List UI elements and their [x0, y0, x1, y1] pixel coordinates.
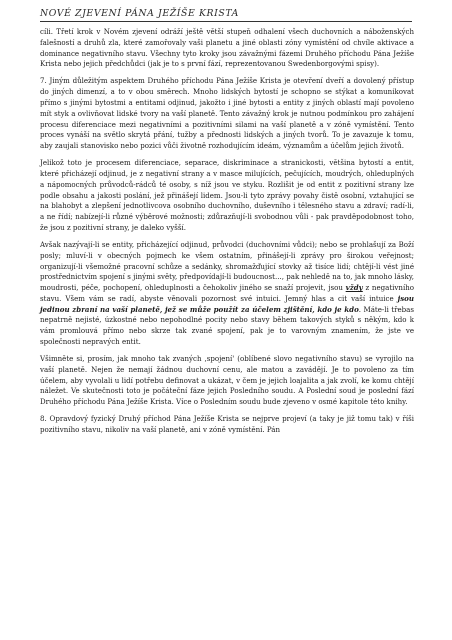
- emphasized-statement: jsou jedinou zbraní na vaší planetě, jež se může použít za účelem zjištění, kdo je kdo: [40, 293, 414, 314]
- paragraph-differentiation: Jelikož toto je procesem diferenciace, separace, diskriminace a stranickosti, většina bytostí a entit, které přicházejí odjinud, je z negativní strany a v masce milujících, pečujících, moudrých, ohleduplných a nápomocných průvodců-rádců té osoby, s níž jsou ve styku. Rozlišit je od entit z pozitivní strany lze podle obsahu a jakosti poslání, jež přinášejí lidem. Jsou-li tyto zprávy povahy čistě osobní, vztahující se na blahobyt a zlepšení jednotlivcova osobního duchovního, duševního i tělesného stavu a zdraví; radí-li, a ne řídí; nabízejí-li různé výběrové možnosti; zdůrazňují-li svobodnou vůli - pak pravděpodobnost toho, že jsou z pozitivní strany, je daleko vyšší.: [40, 158, 414, 232]
- paragraph-point-8: 8. Opravdový fyzický Druhý příchod Pána Ježíše Krista se nejprve projeví (a taky je již tomu tak) v říši pozitivního stavu, nikoliv na vaší planetě, ani v zóně vymístění. Pán: [40, 414, 414, 435]
- running-header: NOVÉ ZJEVENÍ PÁNA JEŽÍŠE KRISTA: [40, 8, 412, 22]
- paragraph-point-7: 7. Jiným důležitým aspektem Druhého příchodu Pána Ježíše Krista je otevření dveří a dovolený přístup do jiných dimenzí, a to v obou směrech. Mnoho lidských bytostí je schopno se stýkat a komunikovat přímo s jinými bytostmi a entitami odjinud, jakožto i jiné bytosti a entity z jiných oblastí mají povoleno mít styk a ovlivňovat lidské tvory na vaší planetě. Tento závažný krok je nutnou podmínkou pro zahájení procesu diferenciace mezi negativními a pozitivními silami na vaší planetě a v zóně vymístění. Tento proces vynáší na světlo skrytá přání, tužby a přednosti lidských a jiných tvorů. To je zavazuje k tomu, aby zaujali stanovisko nebo pozici vůči životně rozhodujícím ideám, významům a účelům jejich životů.: [40, 76, 414, 151]
- warning-text-start: Avšak nazývají-li se entity, přicházející odjinud, průvodci (duchovními vůdci); nebo se prohlašují za Boží posly; mluví-li v obecných pojmech ke všem ostatním, přinášejí-li zprávy pro širokou veřejnost; organizují-li všemožné pracovní schůze a sedánky, shromažďující stovky až tisíce lidí; chtějí-li vést jiné prostřednictvím spojení s jinými světy, předpovídají-li budoucnost..., pak nehledě na to, jak mnoho lásky, moudrosti, péče, pochopení, ohleduplnosti a čehokoliv jiného se snaží projevit, jsou: [40, 239, 414, 293]
- warning-text-end: . Máte-li třebas nepatrně nejisté, úzkostné nebo nepohodlné pocity nebo stavy během takových styků s někým, kdo k vám promlouvá přímo nebo skrze tak zvané spojení, pak je to varovným znamením, že jste ve společnosti nepravých entit.: [40, 304, 414, 347]
- paragraph-warning: [40, 240, 414, 348]
- paragraph-connections: Všimněte si, prosím, jak mnoho tak zvaných ‚spojení' (oblíbené slovo negativního stavu) se vyrojilo na vaší planetě. Nejen že nemají žádnou duchovní cenu, ale matou a zavádějí. Je to povoleno za tím účelem, aby vyvolali u lidí potřebu definovat a ukázat, v čem je jejich loajalita a jak zvolí, ke komu chtějí náležet. Ve skutečnosti toto je počáteční fáze jejich Posledního soudu. A Poslední soud je poslední fází Druhého příchodu Pána Ježíše Krista. Více o Posledním soudu bude zjeveno v osmé kapitole této knihy.: [40, 354, 414, 407]
- document-body: [40, 27, 414, 442]
- underlined-word: vždy: [345, 283, 363, 293]
- warning-text-middle: z negativního stavu. Všem vám se radí, abyste věnovali pozornost své intuici. Jemný hlas a cit vaší intuice: [40, 283, 414, 303]
- paragraph-continuation: cíli. Třetí krok v Novém zjevení odráží ještě větší stupeň odhalení všech duchovních a náboženských falešností a druhů zla, které zamořovaly vaši planetu a jiné oblasti zóny vymístění od chvíle aktivace a dominance negativního stavu. Všechny tyto kroky jsou závažnými fázemi Druhého příchodu Pána Ježíše Krista nebo jejich předchůdci (jak je to s první fází, reprezentovanou Swedenborgovými spisy).: [40, 27, 414, 69]
